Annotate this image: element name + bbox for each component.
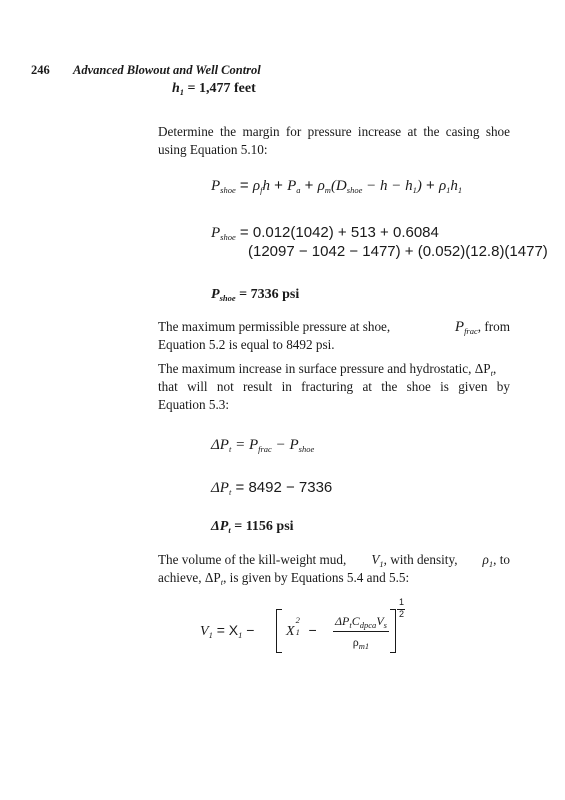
equation-pshoe-symbolic: $P_{shoe} = \rho_fh + P_a + \rho_m(D_{shoe} - h - h_1) + \rho_1h_1$ [211,177,463,195]
fraction-bar [333,631,389,632]
h1-value: = 1,477 feet [184,81,256,96]
paragraph-kill-weight: The volume of the kill-weight mud, $V_1$, with density, $\rho_1$, to achieve, $\Delta P_t$, is given by Equations 5.4 and 5.5: [158,552,510,587]
paragraph-max-increase: The maximum increase in surface pressure and hydrostatic, $\Delta P_t$, that will not result in fracturing at the shoe is given by Equation 5.3: [158,361,510,412]
exponent-denominator: 2 [399,609,405,619]
result-pshoe: $P_{shoe} = 7336$ psi [211,287,300,303]
result-h1 [172,81,256,97]
h1-subscript: 1 [179,87,185,97]
equation-pshoe-numeric: $P_{shoe} = 0.012(1042) + 513 + 0.6084$ [211,224,439,242]
equation-pshoe-numeric-line2: (12097 − 1042 − 1477) + (0.052)(12.8)(1477) [248,243,548,260]
h1-symbol: h [172,81,180,96]
equation-dpt-symbolic: $\Delta P_t = P_{frac} - P_{shoe}$ [211,437,315,454]
left-bracket [276,609,282,653]
page-number: 246 [31,63,50,77]
right-bracket [390,609,396,653]
exponent-numerator: 1 [399,597,405,607]
equation-dpt-numeric: $\Delta P_t = 8492 - 7336$ [211,479,333,497]
running-title: Advanced Blowout and Well Control [73,63,261,77]
paragraph-max-pressure: The maximum permissible pressure at shoe, $P_{frac}$, from Equation 5.2 is equal to 8492 psi. [158,319,510,352]
paragraph-intro: Determine the margin for pressure increase at the casing shoe using Equation 5.10: [158,124,510,157]
equation-v1: $V_1 = X_1$ − X 2 1 − $\Delta P_tC_{dpca}V_s$ $\rho_{m1}$ 1 2 [200,597,405,651]
result-dpt: $\Delta P_t = 1156$ psi [211,519,294,535]
